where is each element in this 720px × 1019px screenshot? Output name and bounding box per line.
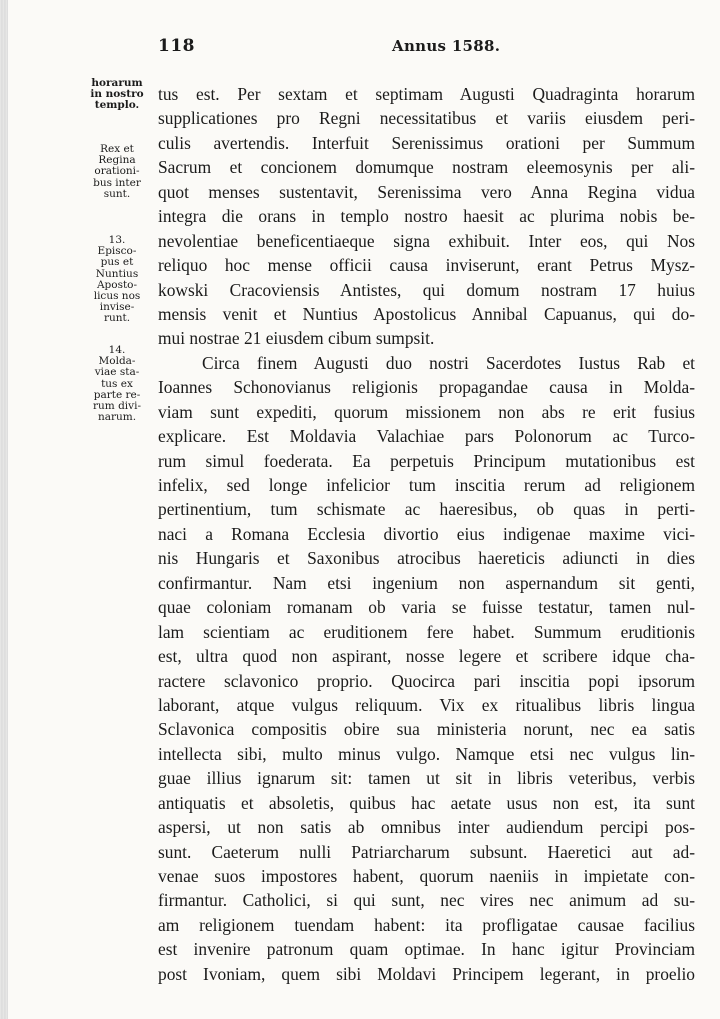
page-number: 118 <box>158 36 195 56</box>
body-line: Sacrum et concionem domumque nostram eleemosynis per ali- <box>158 157 695 178</box>
margin-note-templo <box>82 78 152 112</box>
body-line: am religionem tuendam habent: ita profligatae causae facilius <box>158 914 695 935</box>
body-line: aspersi, ut non satis ab omnibus inter audiendum percipi pos- <box>158 817 695 838</box>
body-line: reliquo hoc mense officii causa inviserunt, erant Petrus Mysz- <box>158 255 695 276</box>
body-line: venae suos impostores habent, quorum naeniis in impietate con- <box>158 866 695 886</box>
body-line: integra die orans in templo nostro haesit ac plurima nobis be- <box>158 206 695 227</box>
body-line: ractere sclavonico proprio. Quocirca pari inscitia popi ipsorum <box>158 670 695 691</box>
margin-note-line: parte re- <box>93 388 141 401</box>
body-line: mensis venit et Nuntius Apostolicus Annibal Capuanus, qui do- <box>158 303 695 324</box>
margin-note-line: licus nos <box>93 290 141 303</box>
body-line: est, ultra quod non aspirant, nosse legere et scribere idque cha- <box>158 646 695 667</box>
margin-note-line: Nuntius <box>95 267 139 280</box>
body-line: rum simul foederata. Ea perpetuis Principum mutationibus est <box>158 450 695 471</box>
body-line: culis avertendis. Interfuit Serenissimus orationi per Summum <box>158 132 695 153</box>
margin-note-rex-regina <box>82 144 152 200</box>
body-line: naci a Romana Ecclesia divortio eius indigenae maxime vici- <box>158 523 695 544</box>
body-line: guae illius ignarum sit: tamen ut sit in libris veteribus, verbis <box>158 768 695 789</box>
body-line: viam sunt expediti, quorum missionem non abs re erit fusius <box>158 401 695 422</box>
running-head: Annus 1588. <box>392 37 501 55</box>
margin-note-line: templo. <box>94 99 140 112</box>
body-line: kowski Cracoviensis Antistes, qui domum nostram 17 huius <box>158 279 695 300</box>
margin-note-line: invise- <box>99 301 135 314</box>
margin-note-line: horarum <box>91 77 143 89</box>
body-line: intellecta sibi, multo minus vulgo. Namque etsi nec vulgus lin- <box>158 743 695 764</box>
margin-note-line: in nostro <box>90 88 144 101</box>
margin-note-line: Regina <box>98 154 136 167</box>
margin-note-line: runt. <box>103 312 131 325</box>
margin-note-line: Aposto- <box>96 278 138 291</box>
margin-note-moldavia <box>82 345 152 423</box>
body-line: quot menses sustentavit, Serenissima vero Anna Regina vidua <box>158 181 695 202</box>
body-line: nis Hungaris et Saxonibus atrocibus haereticis adiuncti in dies <box>158 548 695 569</box>
margin-note-episcopus <box>82 235 152 325</box>
margin-note-line: 14. <box>108 344 126 356</box>
margin-note-line: orationi- <box>94 165 140 178</box>
body-line: quae coloniam romanam ob varia se fuisse testatur, tamen nul- <box>158 597 695 618</box>
body-line: lam scientiam ac eruditionem fere habet. Summum eruditionis <box>158 621 695 642</box>
body-line: nevolentiae beneficentiaeque signa exhibuit. Inter eos, qui Nos <box>158 230 695 251</box>
margin-note-line: sunt. <box>103 187 131 200</box>
body-line: tus est. Per sextam et septimam Augusti Quadraginta horarum <box>158 84 695 104</box>
body-line-paragraph-start: Circa finem Augusti duo nostri Sacerdotes Iustus Rab et <box>202 352 695 373</box>
scan-gutter-edge <box>0 0 8 1019</box>
body-line: Sclavonica compositis obire sua ministeria norunt, nec ea satis <box>158 719 695 740</box>
margin-note-line: bus inter <box>93 176 141 189</box>
body-line: sunt. Caeterum nulli Patriarcharum subsunt. Haeretici aut ad- <box>158 841 695 862</box>
body-line: explicare. Est Moldavia Valachiae pars Polonorum ac Turco- <box>158 426 695 447</box>
body-line: antiquatis et absoletis, quibus hac aetate usus non est, ita sunt <box>158 792 695 813</box>
body-line: confirmantur. Nam etsi ingenium non aspernandum sit genti, <box>158 572 695 593</box>
body-line: infelix, sed longe infelicior tum inscitia rerum ad religionem <box>158 475 695 495</box>
margin-note-line: pus et <box>100 256 134 269</box>
margin-note-line: tus ex <box>101 377 133 390</box>
margin-note-line: rum divi- <box>93 400 141 413</box>
margin-note-line: Molda- <box>98 355 136 368</box>
margin-note-line: narum. <box>97 411 137 424</box>
body-line: pertinentium, tum schismate ac haeresibus, ob quas in perti- <box>158 499 695 520</box>
body-line: Ioannes Schonovianus religionis propagandae causa in Molda- <box>158 377 695 398</box>
body-text <box>158 82 695 986</box>
body-line: firmantur. Catholici, si qui sunt, nec vires nec animum ad su- <box>158 890 695 911</box>
margin-note-line: 13. <box>108 234 126 246</box>
margin-note-line: viae sta- <box>94 366 140 379</box>
body-line: laborant, atque vulgus reliquum. Vix ex ritualibus libris lingua <box>158 694 695 715</box>
body-line: mui nostrae 21 eiusdem cibum sumpsit. <box>158 328 435 349</box>
body-line: post Ivoniam, quem sibi Moldavi Principem legerant, in proelio <box>158 963 695 984</box>
body-line: est invenire patronum quam optimae. In hanc igitur Provinciam <box>158 939 695 960</box>
body-line: supplicationes pro Regni necessitatibus et variis eiusdem peri- <box>158 108 695 129</box>
margin-note-line: Episco- <box>97 245 137 258</box>
margin-note-line: Rex et <box>100 143 134 155</box>
